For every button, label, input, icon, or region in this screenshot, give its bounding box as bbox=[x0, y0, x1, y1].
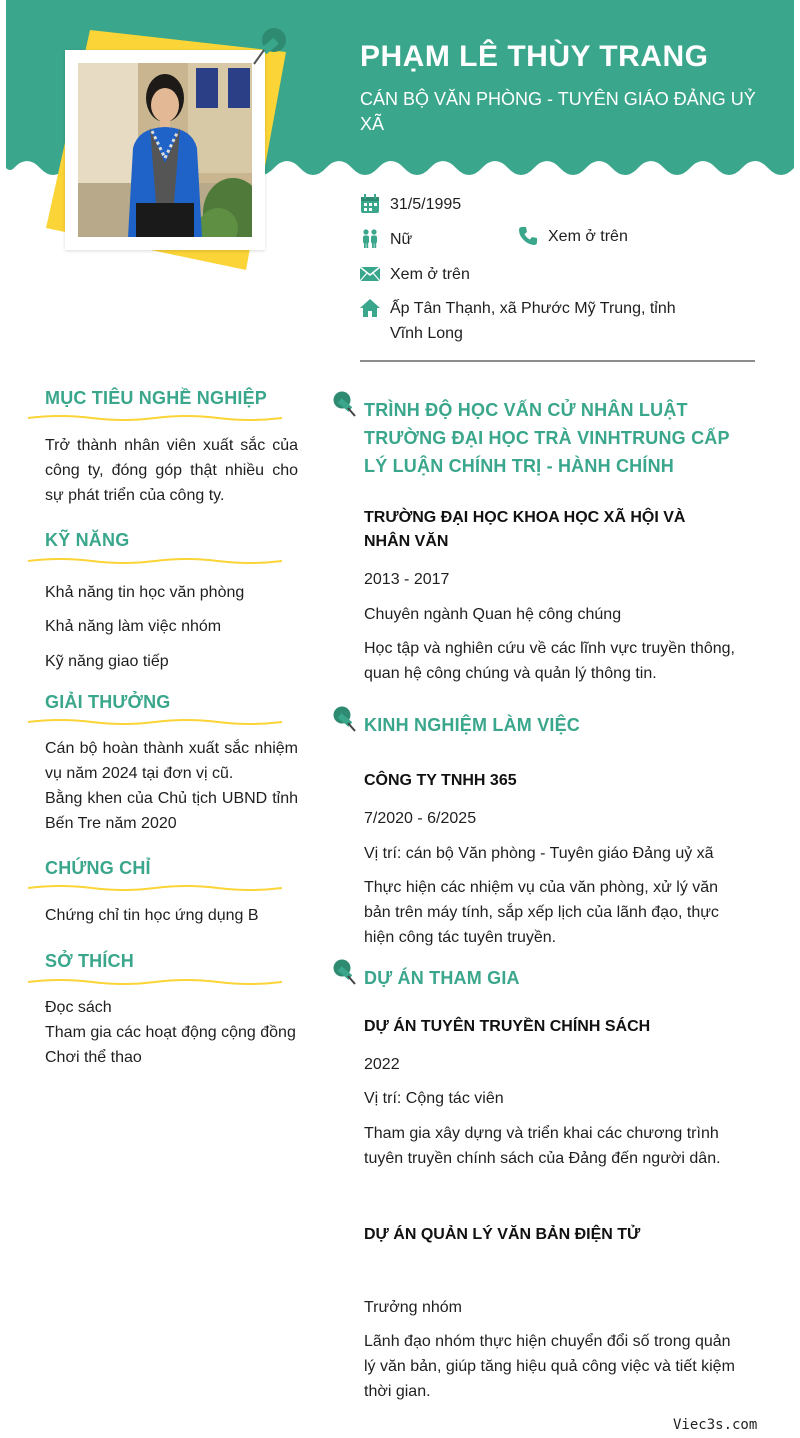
awards-heading: GIẢI THƯỞNG bbox=[45, 692, 171, 712]
address-value: Ấp Tân Thạnh, xã Phước Mỹ Trung, tỉnh Vĩnh Long bbox=[390, 300, 676, 342]
hobbies-wave-divider bbox=[28, 978, 282, 986]
avatar bbox=[78, 63, 252, 237]
dob-value: 31/5/1995 bbox=[390, 196, 462, 213]
address-row bbox=[360, 300, 700, 346]
gender-value: Nữ bbox=[390, 231, 413, 248]
skill-item: Khả năng làm việc nhóm bbox=[45, 618, 222, 635]
contact-info bbox=[360, 0, 760, 360]
hobby-item: Tham gia các hoạt động cộng đồng bbox=[45, 1024, 296, 1041]
objective-wave-divider bbox=[28, 414, 282, 422]
project-description: Lãnh đạo nhóm thực hiện chuyển đổi số trong quản lý văn bản, giúp tăng hiệu quả công việc và tiết kiệm thời gian. bbox=[364, 1333, 735, 1400]
project-description: Tham gia xây dựng và triển khai các chương trình tuyên truyền chính sách của Đảng đến người dân. bbox=[364, 1125, 721, 1167]
phone-icon bbox=[518, 226, 538, 246]
experience-company: CÔNG TY TNHH 365 bbox=[364, 772, 517, 789]
education-major: Chuyên ngành Quan hệ công chúng bbox=[364, 606, 622, 623]
objective-heading: MỤC TIÊU NGHỀ NGHIỆP bbox=[45, 388, 268, 408]
people-icon bbox=[360, 229, 380, 249]
projects-heading: DỰ ÁN THAM GIA bbox=[364, 968, 520, 988]
candidate-title: CÁN BỘ VĂN PHÒNG - TUYÊN GIÁO ĐẢNG UỶ XÃ bbox=[360, 89, 756, 134]
profile-photo-block bbox=[46, 30, 296, 280]
header-divider bbox=[360, 360, 755, 362]
awards-list bbox=[45, 736, 298, 836]
hobbies-heading: SỞ THÍCH bbox=[45, 951, 134, 971]
education-heading: TRÌNH ĐỘ HỌC VẤN CỬ NHÂN LUẬT TRƯỜNG ĐẠI HỌC TRÀ VINHTRUNG CẤP LÝ LUẬN CHÍNH TRỊ - HÀNH CHÍNH bbox=[364, 400, 730, 476]
education-period: 2013 - 2017 bbox=[364, 571, 450, 588]
project-name: DỰ ÁN QUẢN LÝ VĂN BẢN ĐIỆN TỬ bbox=[364, 1226, 641, 1243]
experience-position: Vị trí: cán bộ Văn phòng - Tuyên giáo Đảng uỷ xã bbox=[364, 845, 714, 862]
project-role: Trưởng nhóm bbox=[364, 1299, 462, 1316]
envelope-icon bbox=[360, 264, 380, 284]
certificates-wave-divider bbox=[28, 884, 282, 892]
education-school: TRƯỜNG ĐẠI HỌC KHOA HỌC XÃ HỘI VÀ NHÂN VĂN bbox=[364, 509, 686, 550]
skill-item: Kỹ năng giao tiếp bbox=[45, 653, 169, 670]
skills-wave-divider bbox=[28, 557, 282, 565]
pushpin-icon bbox=[250, 24, 290, 70]
pushpin-icon bbox=[330, 390, 356, 418]
hobby-item: Đọc sách bbox=[45, 999, 112, 1016]
skills-heading: KỸ NĂNG bbox=[45, 530, 130, 550]
phone-value[interactable]: Xem ở trên bbox=[548, 228, 628, 245]
certificate-item: Chứng chỉ tin học ứng dụng B bbox=[45, 907, 259, 924]
dob-row bbox=[360, 196, 461, 217]
hobbies-list bbox=[45, 995, 298, 1070]
home-icon bbox=[360, 298, 380, 318]
awards-wave-divider bbox=[28, 718, 282, 726]
award-item: Bằng khen của Chủ tịch UBND tỉnh Bến Tre năm 2020 bbox=[45, 790, 298, 832]
email-value[interactable]: Xem ở trên bbox=[390, 266, 470, 283]
watermark: Viec3s.com bbox=[673, 1417, 758, 1433]
hobby-item: Chơi thể thao bbox=[45, 1049, 142, 1066]
education-description: Học tập và nghiên cứu về các lĩnh vực truyền thông, quan hệ công chúng và quản lý thông tin. bbox=[364, 640, 735, 682]
skill-item: Khả năng tin học văn phòng bbox=[45, 584, 245, 601]
objective-text: Trở thành nhân viên xuất sắc của công ty, đóng góp thật nhiều cho sự phát triển của công ty. bbox=[45, 437, 298, 504]
photo-frame bbox=[65, 50, 265, 250]
gender-row bbox=[360, 231, 412, 252]
pushpin-icon bbox=[330, 958, 356, 986]
project-role: Vị trí: Cộng tác viên bbox=[364, 1090, 504, 1107]
calendar-icon bbox=[360, 194, 380, 214]
candidate-name: PHẠM LÊ THÙY TRANG bbox=[360, 40, 709, 73]
experience-description: Thực hiện các nhiệm vụ của văn phòng, xử lý văn bản trên máy tính, sắp xếp lịch của lãnh đạo, thực hiện công tác tuyên truyền. bbox=[364, 879, 719, 946]
email-row bbox=[360, 266, 470, 287]
experience-period: 7/2020 - 6/2025 bbox=[364, 810, 477, 827]
certificates-heading: CHỨNG CHỈ bbox=[45, 858, 151, 878]
experience-heading: KINH NGHIỆM LÀM VIỆC bbox=[364, 715, 581, 735]
project-year: 2022 bbox=[364, 1056, 400, 1073]
award-item: Cán bộ hoàn thành xuất sắc nhiệm vụ năm 2024 tại đơn vị cũ. bbox=[45, 740, 298, 782]
project-name: DỰ ÁN TUYÊN TRUYỀN CHÍNH SÁCH bbox=[364, 1018, 651, 1035]
phone-row bbox=[518, 228, 628, 249]
pushpin-icon bbox=[330, 705, 356, 733]
